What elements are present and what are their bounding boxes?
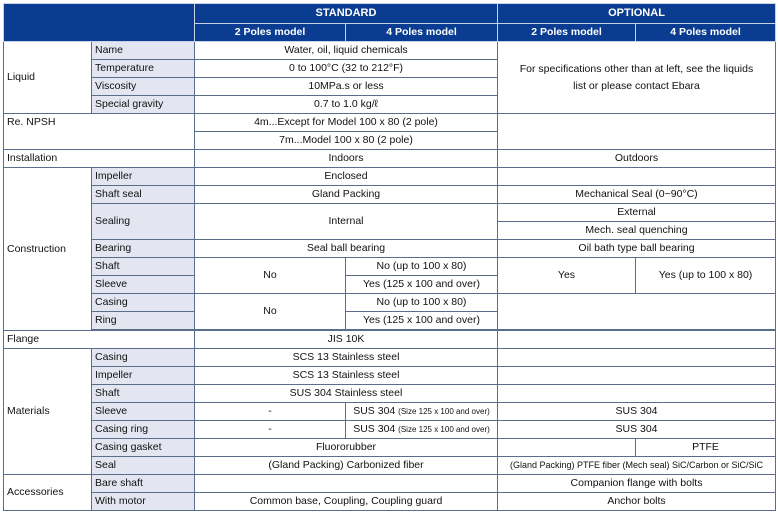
category-construction: Construction — [4, 168, 92, 331]
label-materials-sleeve: Sleeve — [92, 403, 195, 421]
value-construction-impeller: Enclosed — [195, 168, 498, 186]
label-construction-impeller: Impeller — [92, 168, 195, 186]
category-materials: Materials — [4, 349, 92, 475]
value-casing-std-2-poles: No — [195, 294, 346, 330]
row-construction-impeller — [4, 168, 776, 186]
value-shaft-opt-4-poles: Yes (up to 100 x 80) — [636, 258, 776, 294]
header-std-2-poles: 2 Poles model — [195, 24, 346, 42]
liquid-optional-note-line-2: list or please contact Ebara — [573, 79, 700, 92]
label-casing: Casing — [92, 294, 195, 312]
label-bearing: Bearing — [92, 240, 195, 258]
label-temperature: Temperature — [92, 60, 195, 78]
value-sealing-optional-2: Mech. seal quenching — [498, 222, 776, 240]
header-optional: OPTIONAL — [498, 4, 776, 24]
value-construction-impeller-optional — [498, 168, 776, 186]
spec-table — [3, 3, 776, 511]
label-seal: Seal — [92, 457, 195, 475]
header-corner — [4, 4, 195, 42]
value-liquid-name: Water, oil, liquid chemicals — [195, 42, 498, 60]
row-materials-casing — [4, 349, 776, 367]
label-ring: Ring — [92, 312, 195, 330]
value-with-motor-standard: Common base, Coupling, Coupling guard — [195, 493, 498, 511]
value-materials-impeller: SCS 13 Stainless steel — [195, 367, 498, 385]
value-seal-optional: (Gland Packing) PTFE fiber (Mech seal) SiC/Carbon or SiC/SiC — [498, 457, 776, 475]
row-liquid-name — [4, 42, 776, 60]
label-special-gravity: Special gravity — [92, 96, 195, 114]
row-materials-shaft — [4, 385, 776, 403]
row-materials-seal — [4, 457, 776, 475]
value-sealing-standard: Internal — [195, 204, 498, 240]
value-bearing-standard: Seal ball bearing — [195, 240, 498, 258]
value-viscosity: 10MPa.s or less — [195, 78, 498, 96]
value-materials-casing-optional — [498, 349, 776, 367]
value-shaft-opt-2-poles: Yes — [498, 258, 636, 294]
value-gasket-standard: Fluororubber — [195, 439, 498, 457]
row-sealing — [4, 204, 776, 222]
value-materials-shaft-optional — [498, 385, 776, 403]
value-flange-optional — [498, 331, 776, 349]
label-sealing: Sealing — [92, 204, 195, 240]
label-materials-casing: Casing — [92, 349, 195, 367]
row-shaft — [4, 258, 776, 276]
value-shaft-std-4-poles-1: No (up to 100 x 80) — [346, 258, 498, 276]
value-sleeve-optional: SUS 304 — [498, 403, 776, 421]
value-bare-shaft-optional: Companion flange with bolts — [498, 475, 776, 493]
sleeve-4-poles-note: (Size 125 x 100 and over) — [398, 407, 490, 416]
value-casing-ring-4-poles — [346, 421, 498, 439]
row-materials-sleeve — [4, 403, 776, 421]
value-temperature: 0 to 100°C (32 to 212°F) — [195, 60, 498, 78]
category-liquid: Liquid — [4, 42, 92, 114]
value-seal-standard: (Gland Packing) Carbonized fiber — [195, 457, 498, 475]
sleeve-4-poles-material: SUS 304 — [353, 405, 396, 417]
category-accessories: Accessories — [4, 475, 92, 511]
label-materials-shaft: Shaft — [92, 385, 195, 403]
row-materials-casing-ring — [4, 421, 776, 439]
value-gasket-optional: PTFE — [636, 439, 776, 457]
value-materials-casing: SCS 13 Stainless steel — [195, 349, 498, 367]
value-installation-optional: Outdoors — [498, 150, 776, 168]
row-npsh — [4, 114, 776, 132]
label-materials-impeller: Impeller — [92, 367, 195, 385]
row-shaft-seal — [4, 186, 776, 204]
liquid-optional-note-line-1: For specifications other than at left, see the liquids — [519, 62, 754, 75]
header-std-4-poles: 4 Poles model — [346, 24, 498, 42]
label-casing-gasket: Casing gasket — [92, 439, 195, 457]
label-viscosity: Viscosity — [92, 78, 195, 96]
row-casing — [4, 294, 776, 312]
value-shaft-std-4-poles-2: Yes (125 x 100 and over) — [346, 276, 498, 294]
label-sleeve: Sleeve — [92, 276, 195, 294]
header-opt-4-poles: 4 Poles model — [636, 24, 776, 42]
value-gasket-opt-2-poles — [498, 439, 636, 457]
category-installation: Installation — [4, 150, 195, 168]
value-installation-standard: Indoors — [195, 150, 498, 168]
value-liquid-optional-note — [498, 42, 776, 114]
row-accessories-motor — [4, 493, 776, 511]
row-materials-gasket — [4, 439, 776, 457]
value-casing-optional — [498, 294, 776, 330]
value-bearing-optional: Oil bath type ball bearing — [498, 240, 776, 258]
label-with-motor: With motor — [92, 493, 195, 511]
label-casing-ring: Casing ring — [92, 421, 195, 439]
value-shaft-seal-optional: Mechanical Seal (0~90°C) — [498, 186, 776, 204]
label-shaft: Shaft — [92, 258, 195, 276]
label-bare-shaft: Bare shaft — [92, 475, 195, 493]
value-materials-shaft: SUS 304 Stainless steel — [195, 385, 498, 403]
header-opt-2-poles: 2 Poles model — [498, 24, 636, 42]
value-casing-std-4-poles-1: No (up to 100 x 80) — [346, 294, 498, 312]
row-flange — [4, 331, 776, 349]
label-shaft-seal: Shaft seal — [92, 186, 195, 204]
value-with-motor-optional: Anchor bolts — [498, 493, 776, 511]
casing-ring-4-poles-material: SUS 304 — [353, 423, 396, 435]
value-shaft-std-2-poles: No — [195, 258, 346, 294]
value-casing-ring-2-poles: - — [195, 421, 346, 439]
value-sleeve-2-poles: - — [195, 403, 346, 421]
value-npsh-line-2: 7m...Model 100 x 80 (2 pole) — [195, 132, 498, 150]
row-materials-impeller — [4, 367, 776, 385]
label-liquid-name: Name — [92, 42, 195, 60]
header-standard: STANDARD — [195, 4, 498, 24]
value-flange: JIS 10K — [195, 331, 498, 349]
value-special-gravity: 0.7 to 1.0 kg/ℓ — [195, 96, 498, 114]
value-shaft-seal-standard: Gland Packing — [195, 186, 498, 204]
value-materials-impeller-optional — [498, 367, 776, 385]
row-bearing — [4, 240, 776, 258]
row-installation — [4, 150, 776, 168]
value-casing-ring-optional: SUS 304 — [498, 421, 776, 439]
value-npsh-optional — [498, 114, 776, 150]
row-accessories-bare — [4, 475, 776, 493]
value-bare-shaft-standard — [195, 475, 498, 493]
casing-ring-4-poles-note: (Size 125 x 100 and over) — [398, 425, 490, 434]
value-casing-std-4-poles-2: Yes (125 x 100 and over) — [346, 312, 498, 330]
value-sealing-optional-1: External — [498, 204, 776, 222]
category-flange: Flange — [4, 331, 195, 349]
value-npsh-line-1: 4m...Except for Model 100 x 80 (2 pole) — [195, 114, 498, 132]
header-row-1 — [4, 4, 776, 24]
category-npsh: Re. NPSH — [4, 114, 195, 150]
value-sleeve-4-poles — [346, 403, 498, 421]
